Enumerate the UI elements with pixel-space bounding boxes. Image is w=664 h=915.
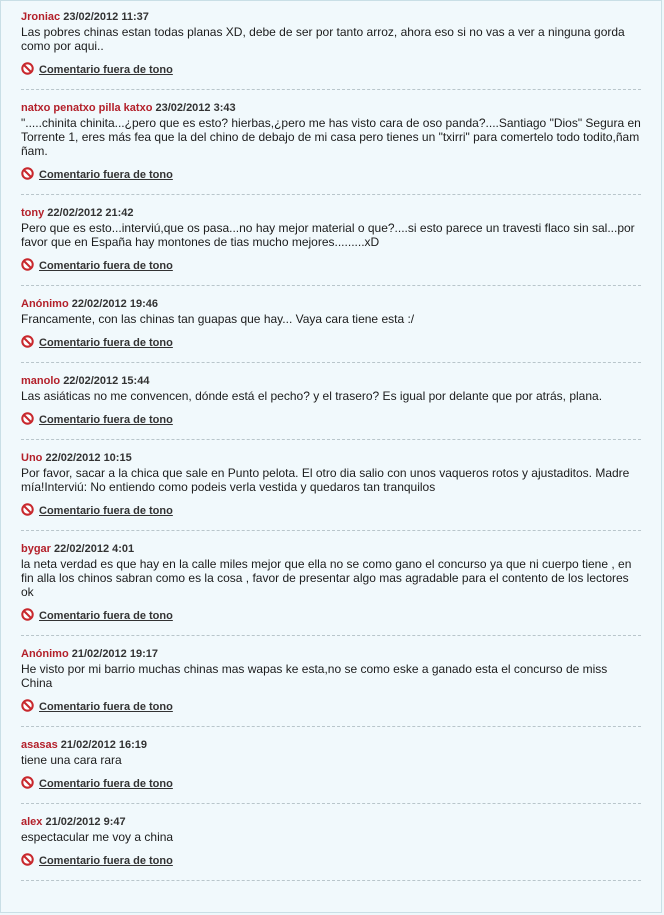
divider bbox=[21, 635, 641, 636]
comment-list bbox=[21, 11, 641, 881]
comment-date: 21/02/2012 19:17 bbox=[71, 648, 158, 660]
report-label[interactable]: Comentario fuera de tono bbox=[39, 855, 173, 867]
forbidden-icon bbox=[21, 412, 39, 428]
forbidden-icon bbox=[21, 608, 39, 624]
comment-author: tony bbox=[21, 207, 45, 219]
comment-date: 22/02/2012 21:42 bbox=[47, 207, 134, 219]
report-link[interactable] bbox=[21, 854, 641, 868]
comment-author: alex bbox=[21, 816, 43, 828]
forbidden-icon bbox=[21, 167, 39, 183]
comment-meta bbox=[21, 452, 641, 465]
comment-date: 21/02/2012 9:47 bbox=[45, 816, 126, 828]
report-link[interactable] bbox=[21, 336, 641, 350]
comment-meta bbox=[21, 207, 641, 220]
forbidden-icon bbox=[21, 258, 39, 274]
report-label[interactable]: Comentario fuera de tono bbox=[39, 778, 173, 790]
divider bbox=[21, 439, 641, 440]
comment-author: Anónimo bbox=[21, 298, 69, 310]
divider bbox=[21, 285, 641, 286]
report-label[interactable]: Comentario fuera de tono bbox=[39, 701, 173, 713]
comment-author: Jroniac bbox=[21, 11, 61, 23]
forbidden-icon bbox=[21, 62, 39, 78]
comment-item bbox=[21, 739, 641, 804]
comment-meta bbox=[21, 543, 641, 556]
report-link[interactable] bbox=[21, 777, 641, 791]
comment-date: 22/02/2012 19:46 bbox=[71, 298, 158, 310]
comment-author: asasas bbox=[21, 739, 58, 751]
comment-author: manolo bbox=[21, 375, 61, 387]
comment-meta bbox=[21, 648, 641, 661]
comment-date: 21/02/2012 16:19 bbox=[60, 739, 148, 751]
report-link[interactable] bbox=[21, 609, 641, 623]
comment-item bbox=[21, 298, 641, 363]
comment-item bbox=[21, 648, 641, 727]
comment-item bbox=[21, 102, 641, 195]
report-label[interactable]: Comentario fuera de tono bbox=[39, 64, 173, 76]
report-label[interactable]: Comentario fuera de tono bbox=[39, 260, 173, 272]
comment-text: Francamente, con las chinas tan guapas que hay... Vaya cara tiene esta :/ bbox=[21, 312, 415, 326]
comment-author: Anónimo bbox=[21, 648, 69, 660]
comment-item bbox=[21, 207, 641, 286]
comment-text: espectacular me voy a china bbox=[21, 830, 174, 844]
comment-text: Por favor, sacar a la chica que sale en Punto pelota. El otro dia salio con unos vaqueros rotos y ajustaditos. Madre mía!Interviú: No entiendo como podeis verla vestida y quedaros tan tranquilos bbox=[21, 466, 630, 494]
report-link[interactable] bbox=[21, 700, 641, 714]
comment-text: Pero que es esto...interviú,que os pasa...no hay mejor material o que?....si esto parece un travesti flaco sin sal...por favor que en España hay montones de tias mucho mejores.........xD bbox=[21, 221, 635, 249]
comment-item bbox=[21, 543, 641, 636]
divider bbox=[21, 530, 641, 531]
forbidden-icon bbox=[21, 503, 39, 519]
comment-date: 23/02/2012 3:43 bbox=[155, 102, 236, 114]
report-link[interactable] bbox=[21, 413, 641, 427]
comment-text: Las asiáticas no me convencen, dónde está el pecho? y el trasero? Es igual por delante que por atrás, plana. bbox=[21, 389, 603, 403]
forbidden-icon bbox=[21, 776, 39, 792]
comment-item bbox=[21, 452, 641, 531]
comment-date: 22/02/2012 15:44 bbox=[63, 375, 150, 387]
report-label[interactable]: Comentario fuera de tono bbox=[39, 414, 173, 426]
divider bbox=[21, 880, 641, 881]
report-label[interactable]: Comentario fuera de tono bbox=[39, 169, 173, 181]
comment-meta bbox=[21, 816, 641, 829]
forbidden-icon bbox=[21, 335, 39, 351]
comment-date: 22/02/2012 10:15 bbox=[45, 452, 132, 464]
comment-meta bbox=[21, 298, 641, 311]
report-link[interactable] bbox=[21, 168, 641, 182]
comment-text: He visto por mi barrio muchas chinas mas wapas ke esta,no se como eske a ganado esta el concurso de miss China bbox=[21, 662, 608, 690]
comment-text: Las pobres chinas estan todas planas XD, debe de ser por tanto arroz, ahora eso si no vas a ver a ninguna gorda como por aqui.. bbox=[21, 25, 625, 53]
comment-author: natxo penatxo pilla katxo bbox=[21, 102, 153, 114]
report-label[interactable]: Comentario fuera de tono bbox=[39, 337, 173, 349]
comment-item bbox=[21, 375, 641, 440]
divider bbox=[21, 194, 641, 195]
comment-author: bygar bbox=[21, 543, 51, 555]
forbidden-icon bbox=[21, 699, 39, 715]
comment-item bbox=[21, 11, 641, 90]
report-link[interactable] bbox=[21, 259, 641, 273]
comment-text: la neta verdad es que hay en la calle miles mejor que ella no se como gano el concurso ya que ni cuerpo tiene , en fin alla los chinos sabran como es la cosa , favor de presentar algo mas agradable para el contento de los lectores ok bbox=[21, 557, 632, 599]
forbidden-icon bbox=[21, 853, 39, 869]
comment-meta bbox=[21, 375, 641, 388]
comment-author: Uno bbox=[21, 452, 43, 464]
comment-text: tiene una cara rara bbox=[21, 753, 122, 767]
report-link[interactable] bbox=[21, 504, 641, 518]
comment-meta bbox=[21, 739, 641, 752]
comment-item bbox=[21, 816, 641, 881]
report-link[interactable] bbox=[21, 63, 641, 77]
comment-date: 22/02/2012 4:01 bbox=[54, 543, 135, 555]
divider bbox=[21, 89, 641, 90]
divider bbox=[21, 362, 641, 363]
comment-date: 23/02/2012 11:37 bbox=[63, 11, 149, 23]
report-label[interactable]: Comentario fuera de tono bbox=[39, 610, 173, 622]
comment-meta bbox=[21, 11, 641, 24]
comment-meta bbox=[21, 102, 641, 115]
report-label[interactable]: Comentario fuera de tono bbox=[39, 505, 173, 517]
divider bbox=[21, 803, 641, 804]
comment-text: ".....chinita chinita...¿pero que es esto? hierbas,¿pero me has visto cara de oso panda?....Santiago "Dios" Segura en Torrente 1, eres más fea que la del chino de debajo de mi casa pero tienes un "txirri" para comertelo todo todito,ñam ñam. bbox=[21, 116, 641, 158]
divider bbox=[21, 726, 641, 727]
